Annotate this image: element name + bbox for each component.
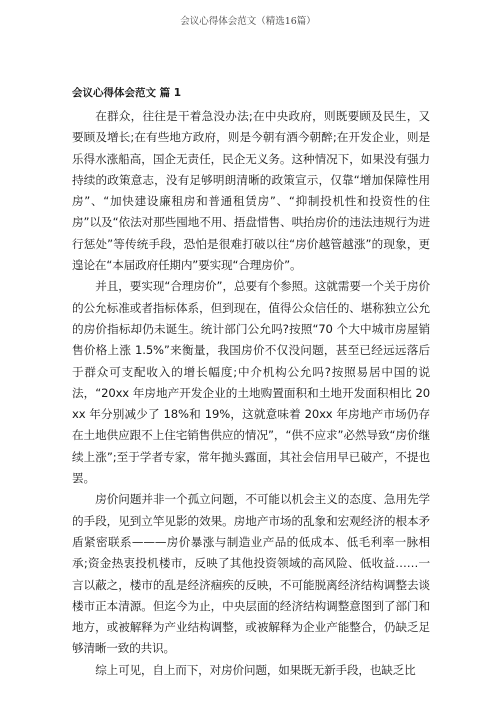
- page-header-title: 会议心得体会范文（精选16篇）: [180, 16, 316, 27]
- paragraph-2: 并且，要实现“合理房价”，总要有个参照。这就需要一个关于房价的公允标准或者指标体系，但到现在，值得公众信任的、堪称独立公允的房价指标却仍未诞生。统计部门公允吗?按照“70 个大中城市房屋销售价格上涨 1.5%”来衡量，我国房价不仅没问题，甚至已经远远落后于群众可支配收入的增长幅度;中介机构公允吗?按照易居中国的说法，“20xx 年房地产开发企业的土地购置面积和土地开发面积相比 20xx 年分别减少了 18%和 19%，这就意味着 20xx 年房地产市场仍存在土地供应跟不上住宅销售供应的情况”，“供不应求”必然导致“房价继续上涨”;至于学者专家，常年抛头露面，其社会信用早已破产，不提也罢。: [72, 279, 430, 486]
- paragraph-4: 综上可见，自上而下，对房价问题，如果既无新手段，也缺乏比: [95, 662, 416, 677]
- paragraph-3: 房价问题并非一个孤立问题，不可能以机会主义的态度、急用先学的手段，见到立竿见影的效果。房地产市场的乱象和宏观经济的根本矛盾紧密联系———房价暴涨与制造业产品的低成本、低毛利率一脉相承;资金热衷投机楼市，反映了其他投资领域的高风险、低收益……一言以蔽之，楼市的乱是经济痼疾的反映，不可能脱离经济结构调整去谈楼市正本清源。但迄今为止，中央层面的经济结构调整意图到了部门和地方，或被解释为产业结构调整，或被解释为企业产能整合，仍缺乏足够清晰一致的共识。: [72, 492, 430, 656]
- section-title: 会议心得体会范文 篇 1: [72, 87, 182, 99]
- document-body: [72, 84, 430, 681]
- paragraph-1: 在群众，往往是干着急没办法;在中央政府，则既要顾及民生，又要顾及增长;在有些地方政府，则是今朝有酒今朝醉;在开发企业，则是乐得水涨船高，国企无责任，民企无义务。这种情况下，如果没有强力持续的政策意志，没有足够明朗清晰的政策宣示，仅靠“增加保障性用房”、“加快建设廉租房和普通租赁房”、“抑制投机性和投资性的住房”以及“依法对那些囤地不用、捂盘惜售、哄抬房价的违法违规行为进行惩处”等传统手段，恐怕是很难打破以往“房价越管越涨”的现象，更遑论在“本届政府任期内”要实现“合理房价”。: [72, 109, 430, 273]
